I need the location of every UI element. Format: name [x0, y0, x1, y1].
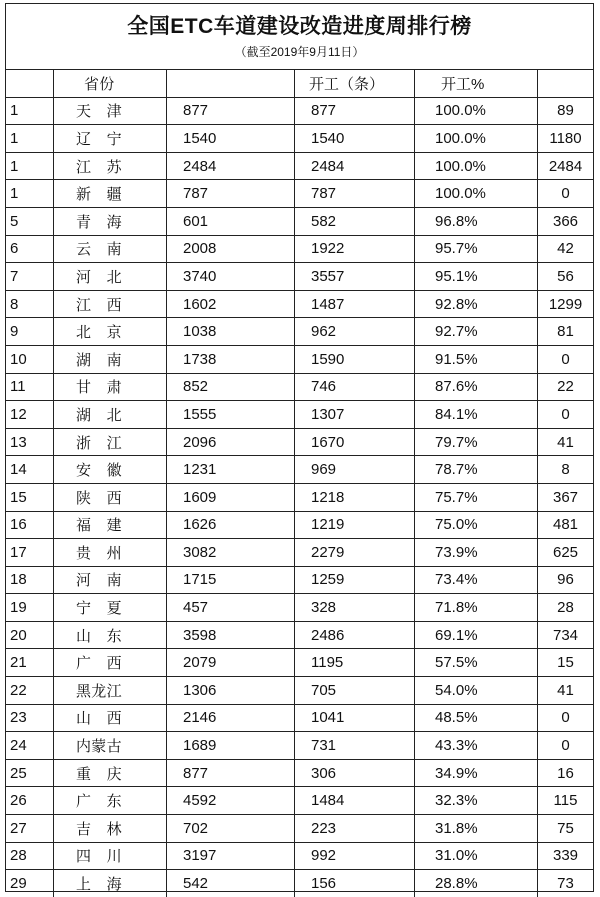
last-cell: 56: [538, 263, 594, 291]
started-cell: 2279: [295, 539, 415, 567]
province-cell: 福 建: [54, 511, 167, 539]
province-cell: 内蒙古: [54, 732, 167, 760]
last-cell: 339: [538, 842, 594, 870]
started-cell: 306: [295, 759, 415, 787]
rank-cell: 14: [6, 456, 54, 484]
last-cell: 42: [538, 235, 594, 263]
started-cell: 731: [295, 732, 415, 760]
table-row: [6, 125, 593, 153]
rank-cell: 9: [6, 318, 54, 346]
title-block: [6, 4, 593, 70]
province-cell: 湖 北: [54, 401, 167, 429]
started-cell: 992: [295, 842, 415, 870]
last-cell: 96: [538, 566, 594, 594]
last-cell: 41: [538, 677, 594, 705]
last-cell: 367: [538, 483, 594, 511]
last-cell: 0: [538, 732, 594, 760]
total-cell: 542: [167, 870, 295, 897]
percent-cell: 75.7%: [415, 483, 538, 511]
total-cell: 787: [167, 180, 295, 208]
started-cell: 1922: [295, 235, 415, 263]
ranking-sheet: [5, 3, 594, 892]
started-cell: 1590: [295, 345, 415, 373]
total-cell: 601: [167, 207, 295, 235]
rank-cell: 21: [6, 649, 54, 677]
province-cell: 山 东: [54, 621, 167, 649]
rank-cell: 25: [6, 759, 54, 787]
started-cell: 328: [295, 594, 415, 622]
percent-cell: 54.0%: [415, 677, 538, 705]
percent-cell: 100.0%: [415, 97, 538, 125]
table-row: [6, 290, 593, 318]
last-cell: 16: [538, 759, 594, 787]
percent-cell: 43.3%: [415, 732, 538, 760]
started-cell: 1195: [295, 649, 415, 677]
table-row: [6, 152, 593, 180]
total-cell: 852: [167, 373, 295, 401]
last-cell: 73: [538, 870, 594, 897]
started-cell: 156: [295, 870, 415, 897]
started-cell: 2486: [295, 621, 415, 649]
rank-cell: 27: [6, 815, 54, 843]
table-row: [6, 373, 593, 401]
started-cell: 1219: [295, 511, 415, 539]
last-cell: 81: [538, 318, 594, 346]
rank-cell: 1: [6, 125, 54, 153]
rank-cell: 7: [6, 263, 54, 291]
last-cell: 734: [538, 621, 594, 649]
province-cell: 云 南: [54, 235, 167, 263]
percent-cell: 100.0%: [415, 180, 538, 208]
percent-cell: 73.9%: [415, 539, 538, 567]
total-cell: 1689: [167, 732, 295, 760]
total-cell: 2096: [167, 428, 295, 456]
header-rank: [6, 70, 54, 97]
rank-cell: 24: [6, 732, 54, 760]
percent-cell: 91.5%: [415, 345, 538, 373]
started-cell: 1218: [295, 483, 415, 511]
rank-cell: 13: [6, 428, 54, 456]
rank-cell: 28: [6, 842, 54, 870]
started-cell: 1041: [295, 704, 415, 732]
rank-cell: 20: [6, 621, 54, 649]
rank-cell: 12: [6, 401, 54, 429]
total-cell: 3082: [167, 539, 295, 567]
total-cell: 1626: [167, 511, 295, 539]
table-row: [6, 401, 593, 429]
last-cell: 8: [538, 456, 594, 484]
province-cell: 山 西: [54, 704, 167, 732]
rank-cell: 17: [6, 539, 54, 567]
total-cell: 1738: [167, 345, 295, 373]
total-cell: 1715: [167, 566, 295, 594]
table-row: [6, 621, 593, 649]
total-cell: 877: [167, 97, 295, 125]
started-cell: 877: [295, 97, 415, 125]
percent-cell: 87.6%: [415, 373, 538, 401]
started-cell: 223: [295, 815, 415, 843]
header-province: 省份: [54, 70, 167, 97]
percent-cell: 75.0%: [415, 511, 538, 539]
table-row: [6, 759, 593, 787]
percent-cell: 31.0%: [415, 842, 538, 870]
started-cell: 1670: [295, 428, 415, 456]
rank-cell: 1: [6, 180, 54, 208]
total-cell: 1555: [167, 401, 295, 429]
started-cell: 1484: [295, 787, 415, 815]
rank-cell: 29: [6, 870, 54, 897]
total-cell: 2079: [167, 649, 295, 677]
last-cell: 22: [538, 373, 594, 401]
percent-cell: 95.7%: [415, 235, 538, 263]
province-cell: 天 津: [54, 97, 167, 125]
rank-cell: 1: [6, 152, 54, 180]
total-cell: 3598: [167, 621, 295, 649]
rank-cell: 6: [6, 235, 54, 263]
last-cell: 2484: [538, 152, 594, 180]
total-cell: 2008: [167, 235, 295, 263]
started-cell: 746: [295, 373, 415, 401]
table-row: [6, 594, 593, 622]
total-cell: 702: [167, 815, 295, 843]
last-cell: 625: [538, 539, 594, 567]
province-cell: 黑龙江: [54, 677, 167, 705]
last-cell: 15: [538, 649, 594, 677]
rank-cell: 19: [6, 594, 54, 622]
started-cell: 2484: [295, 152, 415, 180]
province-cell: 广 东: [54, 787, 167, 815]
total-cell: 1602: [167, 290, 295, 318]
page-title: 全国ETC车道建设改造进度周排行榜: [127, 15, 472, 38]
total-cell: 457: [167, 594, 295, 622]
last-cell: 1299: [538, 290, 594, 318]
page-subtitle: （截至2019年9月11日）: [234, 45, 365, 59]
table-row: [6, 870, 593, 897]
province-cell: 辽 宁: [54, 125, 167, 153]
province-cell: 浙 江: [54, 428, 167, 456]
table-row: [6, 456, 593, 484]
table-row: [6, 649, 593, 677]
percent-cell: 73.4%: [415, 566, 538, 594]
last-cell: 41: [538, 428, 594, 456]
last-cell: 1180: [538, 125, 594, 153]
table-row: [6, 207, 593, 235]
province-cell: 吉 林: [54, 815, 167, 843]
province-cell: 青 海: [54, 207, 167, 235]
percent-cell: 34.9%: [415, 759, 538, 787]
table-row: [6, 815, 593, 843]
province-cell: 甘 肃: [54, 373, 167, 401]
table-row: [6, 180, 593, 208]
table-row: [6, 704, 593, 732]
percent-cell: 28.8%: [415, 870, 538, 897]
province-cell: 贵 州: [54, 539, 167, 567]
total-cell: 3740: [167, 263, 295, 291]
province-cell: 湖 南: [54, 345, 167, 373]
percent-cell: 57.5%: [415, 649, 538, 677]
total-cell: 1306: [167, 677, 295, 705]
percent-cell: 84.1%: [415, 401, 538, 429]
started-cell: 582: [295, 207, 415, 235]
last-cell: 75: [538, 815, 594, 843]
total-cell: 1609: [167, 483, 295, 511]
percent-cell: 96.8%: [415, 207, 538, 235]
percent-cell: 48.5%: [415, 704, 538, 732]
table-row: [6, 318, 593, 346]
table-row: [6, 483, 593, 511]
percent-cell: 32.3%: [415, 787, 538, 815]
total-cell: 2146: [167, 704, 295, 732]
percent-cell: 78.7%: [415, 456, 538, 484]
rank-cell: 16: [6, 511, 54, 539]
last-cell: 0: [538, 704, 594, 732]
percent-cell: 95.1%: [415, 263, 538, 291]
percent-cell: 92.8%: [415, 290, 538, 318]
rank-cell: 11: [6, 373, 54, 401]
province-cell: 重 庆: [54, 759, 167, 787]
ranking-table: [6, 70, 593, 897]
rank-cell: 10: [6, 345, 54, 373]
started-cell: 969: [295, 456, 415, 484]
table-row: [6, 566, 593, 594]
percent-cell: 79.7%: [415, 428, 538, 456]
percent-cell: 71.8%: [415, 594, 538, 622]
header-total: [167, 70, 295, 97]
total-cell: 1231: [167, 456, 295, 484]
started-cell: 1487: [295, 290, 415, 318]
percent-cell: 100.0%: [415, 125, 538, 153]
total-cell: 2484: [167, 152, 295, 180]
rank-cell: 1: [6, 97, 54, 125]
last-cell: 481: [538, 511, 594, 539]
header-started: 开工（条）: [295, 70, 415, 97]
rank-cell: 18: [6, 566, 54, 594]
total-cell: 1540: [167, 125, 295, 153]
table-row: [6, 345, 593, 373]
total-cell: 1038: [167, 318, 295, 346]
table-row: [6, 842, 593, 870]
table-row: [6, 732, 593, 760]
header-started-percent: 开工%: [415, 70, 538, 97]
rank-cell: 15: [6, 483, 54, 511]
last-cell: 0: [538, 345, 594, 373]
rank-cell: 23: [6, 704, 54, 732]
header-last: [538, 70, 594, 97]
table-row: [6, 428, 593, 456]
total-cell: 3197: [167, 842, 295, 870]
table-row: [6, 677, 593, 705]
province-cell: 宁 夏: [54, 594, 167, 622]
started-cell: 787: [295, 180, 415, 208]
started-cell: 1259: [295, 566, 415, 594]
province-cell: 广 西: [54, 649, 167, 677]
province-cell: 安 徽: [54, 456, 167, 484]
started-cell: 1307: [295, 401, 415, 429]
percent-cell: 31.8%: [415, 815, 538, 843]
province-cell: 上 海: [54, 870, 167, 897]
started-cell: 962: [295, 318, 415, 346]
percent-cell: 100.0%: [415, 152, 538, 180]
province-cell: 江 苏: [54, 152, 167, 180]
table-row: [6, 539, 593, 567]
table-row: [6, 511, 593, 539]
rank-cell: 22: [6, 677, 54, 705]
started-cell: 1540: [295, 125, 415, 153]
table-row: [6, 235, 593, 263]
last-cell: 0: [538, 401, 594, 429]
table-row: [6, 263, 593, 291]
started-cell: 3557: [295, 263, 415, 291]
percent-cell: 92.7%: [415, 318, 538, 346]
total-cell: 877: [167, 759, 295, 787]
province-cell: 北 京: [54, 318, 167, 346]
rank-cell: 8: [6, 290, 54, 318]
last-cell: 28: [538, 594, 594, 622]
table-row: [6, 97, 593, 125]
province-cell: 河 北: [54, 263, 167, 291]
rank-cell: 26: [6, 787, 54, 815]
table-row: [6, 787, 593, 815]
header-row: [6, 70, 593, 97]
province-cell: 河 南: [54, 566, 167, 594]
started-cell: 705: [295, 677, 415, 705]
last-cell: 0: [538, 180, 594, 208]
last-cell: 115: [538, 787, 594, 815]
rank-cell: 5: [6, 207, 54, 235]
province-cell: 四 川: [54, 842, 167, 870]
total-cell: 4592: [167, 787, 295, 815]
province-cell: 陕 西: [54, 483, 167, 511]
last-cell: 89: [538, 97, 594, 125]
province-cell: 江 西: [54, 290, 167, 318]
percent-cell: 69.1%: [415, 621, 538, 649]
province-cell: 新 疆: [54, 180, 167, 208]
last-cell: 366: [538, 207, 594, 235]
